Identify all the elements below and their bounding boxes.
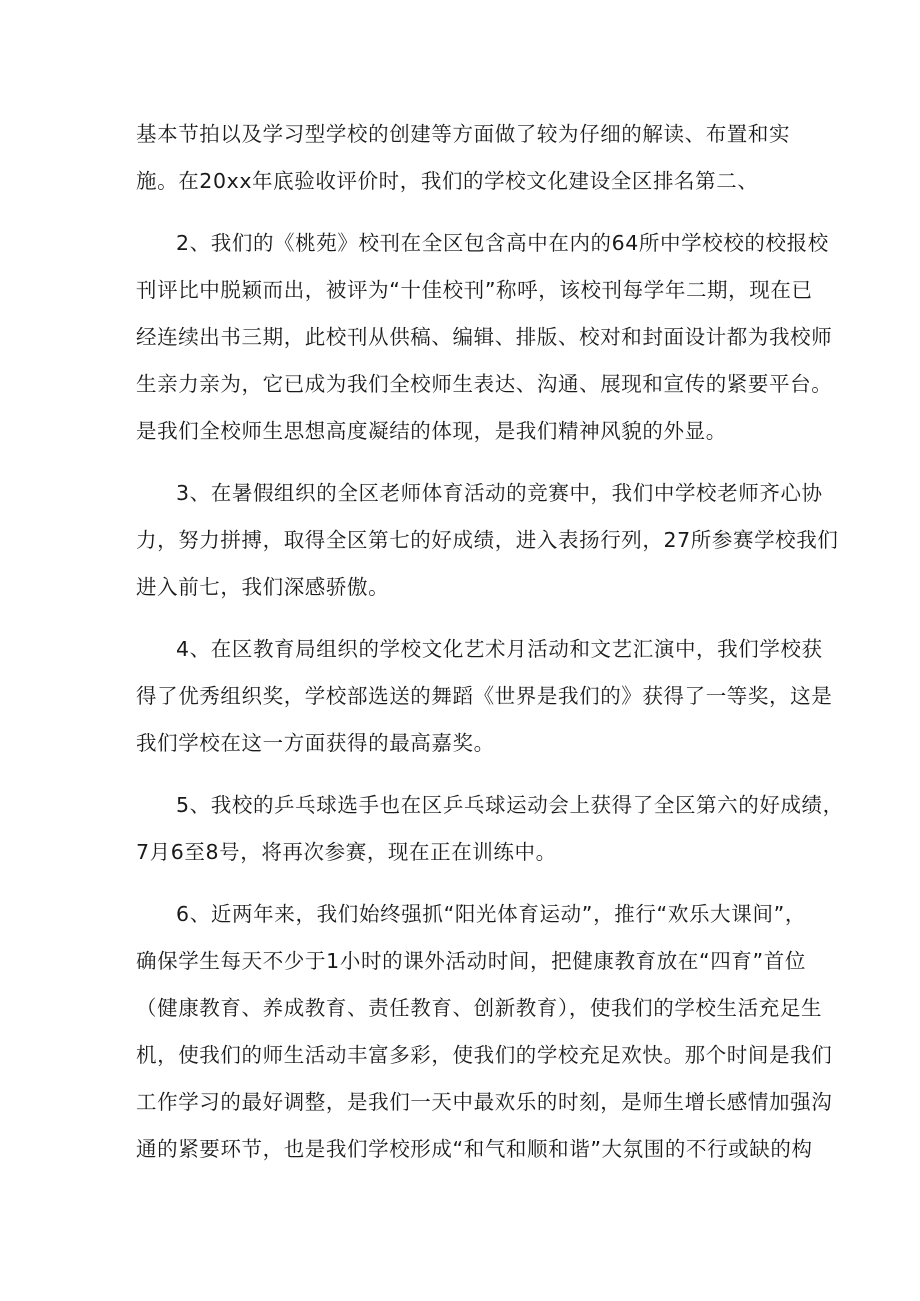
text-line: 力，努力拼搏，取得全区第七的好成绩，进入表扬行列，27所参赛学校我们 [136,528,839,552]
text-line: 通的紧要环节，也是我们学校形成“和气和顺和谐”大氛围的不行或缺的构 [136,1137,813,1161]
text-line: 基本节拍以及学习型学校的创建等方面做了较为仔细的解读、布置和实 [136,122,791,146]
text-line: 7月6至8号，将再次参赛，现在正在训练中。 [136,840,557,864]
text-line: 施。在20xx年底验收评价时，我们的学校文化建设全区排名第二、 [136,169,759,193]
text-line: 确保学生每天不少于1小时的课外活动时间，把健康教育放在“四育”首位 [136,949,806,973]
text-line: 我们学校在这一方面获得的最高嘉奖。 [136,731,495,755]
text-line: 进入前七，我们深感骄傲。 [136,575,390,599]
paragraph-4-line: 4、在区教育局组织的学校文化艺术月活动和文艺汇演中，我们学校获 [176,637,823,661]
text-line: 生亲力亲为，它已成为我们全校师生表达、沟通、展现和宣传的紧要平台。 [136,372,833,396]
paragraph-5-line: 5、我校的乒乓球选手也在区乒乓球运动会上获得了全区第六的好成绩， [176,793,844,817]
paragraph-6-line: 6、近两年来，我们始终强抓“阳光体育运动”，推行“欢乐大课间”， [176,902,806,926]
paragraph-3-line: 3、在暑假组织的全区老师体育活动的竞赛中，我们中学校老师齐心协 [176,481,823,505]
text-line: 工作学习的最好调整，是我们一天中最欢乐的时刻，是师生增长感情加强沟 [136,1090,833,1114]
text-line: 机，使我们的师生活动丰富多彩，使我们的学校充足欢快。那个时间是我们 [136,1043,833,1067]
text-line: 得了优秀组织奖，学校部选送的舞蹈《世界是我们的》获得了一等奖，这是 [136,684,833,708]
paragraph-2-line: 2、我们的《桃苑》校刊在全区包含高中在内的64所中学校校的校报校 [176,231,829,255]
text-line: 是我们全校师生思想高度凝结的体现，是我们精神风貌的外显。 [136,419,727,443]
text-line: （健康教育、养成教育、责任教育、创新教育），使我们的学校生活充足生 [136,996,823,1020]
text-line: 经连续出书三期，此校刊从供稿、编辑、排版、校对和封面设计都为我校师 [136,325,833,349]
text-line: 刊评比中脱颖而出，被评为“十佳校刊”称呼，该校刊每学年二期，现在已 [136,278,813,302]
